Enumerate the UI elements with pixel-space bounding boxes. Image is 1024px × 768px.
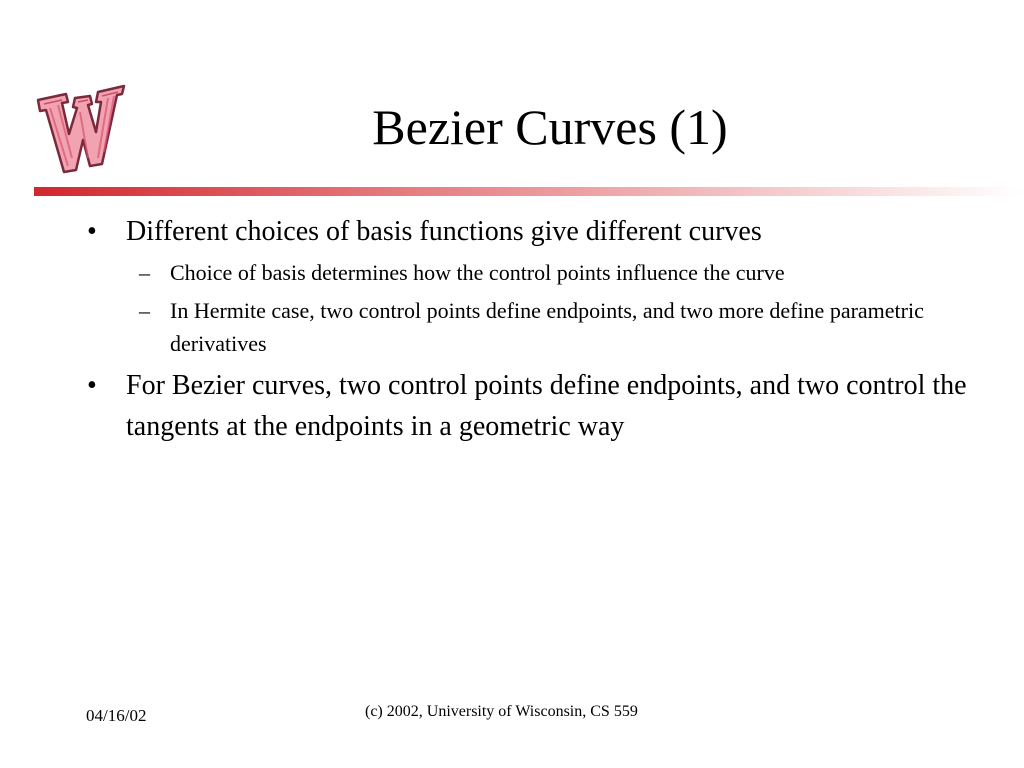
bullet-text: Different choices of basis functions give different curves <box>126 216 762 247</box>
slide-title: Bezier Curves (1) <box>372 99 728 155</box>
footer-credit: (c) 2002, University of Wisconsin, CS 559 <box>365 703 638 720</box>
sub-bullet-item <box>80 294 980 360</box>
footer-date: 04/16/02 <box>86 706 147 725</box>
sub-bullet-marker: – <box>139 260 150 285</box>
uw-motion-w-logo-icon <box>28 78 132 178</box>
bullet-item <box>80 211 980 252</box>
sub-bullet-marker: – <box>139 298 150 323</box>
bullet-item <box>80 365 980 447</box>
sub-bullet-text: Choice of basis determines how the control points influence the curve <box>170 260 785 285</box>
slide-body <box>80 211 980 451</box>
bullet-text: For Bezier curves, two control points define endpoints, and two control the tangents at the endpoints in a geometric way <box>126 370 967 442</box>
sub-bullet-item <box>80 256 980 289</box>
bullet-marker: • <box>87 216 97 247</box>
bullet-marker: • <box>87 370 97 401</box>
sub-bullet-text: In Hermite case, two control points define endpoints, and two more define parametric derivatives <box>170 298 924 356</box>
title-divider <box>34 187 1024 196</box>
